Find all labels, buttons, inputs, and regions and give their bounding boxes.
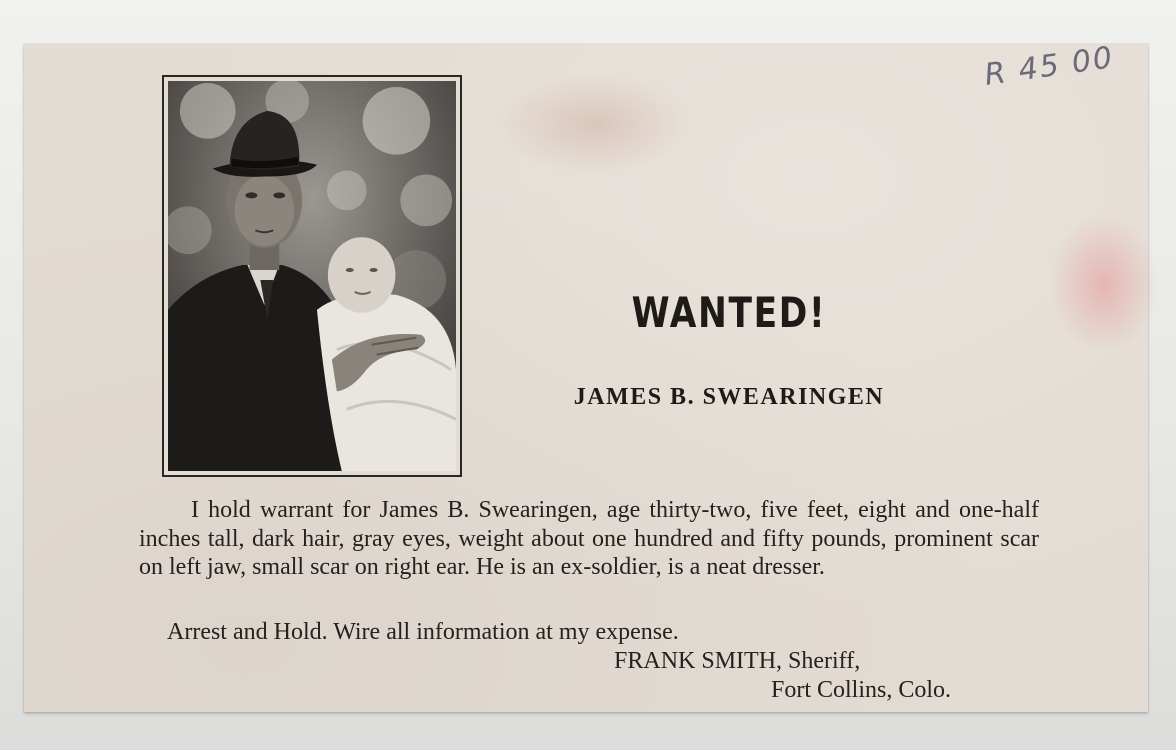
photo-frame: [162, 75, 462, 477]
wanted-heading: WANTED!: [631, 288, 827, 337]
instruction-text: Arrest and Hold. Wire all information at my expense.: [167, 619, 679, 645]
sheriff-signature: FRANK SMITH, Sheriff,: [614, 648, 861, 674]
subject-name: JAMES B. SWEARINGEN: [573, 384, 885, 410]
photo-man-holding-baby: [168, 81, 456, 471]
wanted-poster-card: [24, 40, 1148, 712]
water-stain: [494, 74, 694, 174]
pencil-price-note: R 45 00: [982, 40, 1117, 93]
red-stain: [1049, 214, 1159, 354]
sheriff-location: Fort Collins, Colo.: [771, 677, 952, 703]
warrant-description: I hold warrant for James B. Swearingen, age thirty-two, five feet, eight and one-half inches tall, dark hair, gray eyes, weight about one hundred and fifty pounds, prominent scar on left jaw, small scar on right ear. He is an ex-soldier, is a neat dresser.: [139, 497, 1039, 580]
